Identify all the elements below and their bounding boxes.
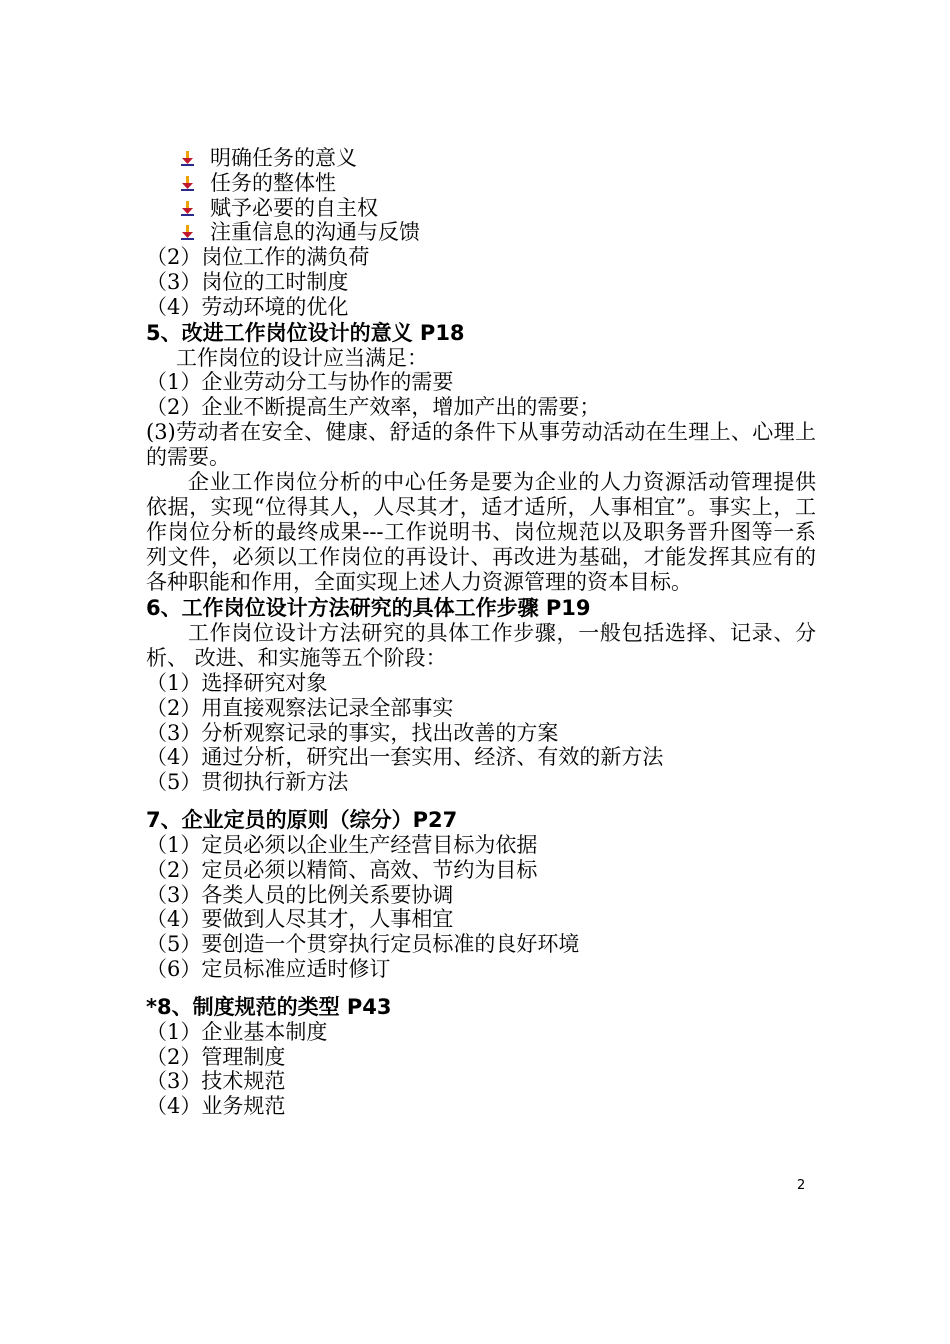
list-item: （2）岗位工作的满负荷 — [146, 245, 370, 270]
list-item: （5）要创造一个贯穿执行定员标准的良好环境 — [146, 932, 580, 957]
list-item: （2）用直接观察法记录全部事实 — [146, 695, 454, 720]
arrow-down-bullet-icon — [180, 198, 196, 214]
bullet-item — [146, 196, 816, 221]
body-paragraph: 企业工作岗位分析的中心任务是要为企业的人力资源活动管理提供依据，实现“位得其人，人尽其才，适才适所，人事相宜”。事实上，工作岗位分析的最终成果---工作说明书、岗位规范以及职务晋升图等一系列文件，必须以工作岗位的再设计、再改进为基础，才能发挥其应有的各种职能和作用，全面实现上述人力资源管理的资本目标。 — [146, 469, 816, 594]
bullet-list — [146, 146, 816, 245]
list-item: （1）定员必须以企业生产经营目标为依据 — [146, 832, 538, 857]
page-number: 2 — [797, 1178, 806, 1193]
section-heading-5: 5、改进工作岗位设计的意义 P18 — [146, 320, 465, 345]
list-item: （2）定员必须以精简、高效、节约为目标 — [146, 857, 538, 882]
list-item: （2）企业不断提高生产效率，增加产出的需要； — [146, 395, 601, 420]
list-item: （4）劳动环境的优化 — [146, 294, 349, 319]
arrow-down-bullet-icon — [180, 148, 196, 164]
body-paragraph: 工作岗位设计方法研究的具体工作步骤，一般包括选择、记录、分析、 改进、和实施等五个阶段： — [146, 620, 816, 670]
spacer — [146, 982, 816, 994]
list-item: （3）分析观察记录的事实，找出改善的方案 — [146, 720, 559, 745]
bullet-item — [146, 220, 816, 245]
bullet-text: 注重信息的沟通与反馈 — [210, 220, 420, 245]
bullet-text: 明确任务的意义 — [210, 146, 357, 170]
list-item: （3）岗位的工时制度 — [146, 269, 349, 294]
spacer — [146, 795, 816, 807]
list-item: （4）要做到人尽其才，人事相宜 — [146, 907, 454, 932]
section-heading-6: 6、工作岗位设计方法研究的具体工作步骤 P19 — [146, 595, 591, 620]
section-heading-8: *8、制度规范的类型 P43 — [146, 994, 392, 1019]
section-intro: 工作岗位的设计应当满足： — [176, 345, 428, 370]
list-item-paragraph: (3)劳动者在安全、健康、舒适的条件下从事劳动活动在生理上、心理上的需要。 — [146, 419, 816, 469]
bullet-item — [146, 171, 816, 196]
list-item: （4）业务规范 — [146, 1094, 286, 1119]
section-heading-7: 7、企业定员的原则（综分）P27 — [146, 807, 458, 832]
list-item: （3）各类人员的比例关系要协调 — [146, 882, 454, 907]
list-item: （1）企业劳动分工与协作的需要 — [146, 370, 454, 395]
arrow-down-bullet-icon — [180, 222, 196, 238]
list-item: （5）贯彻执行新方法 — [146, 770, 349, 795]
arrow-down-bullet-icon — [180, 173, 196, 189]
bullet-item — [146, 146, 816, 171]
list-item: （1）选择研究对象 — [146, 670, 328, 695]
list-item: （4）通过分析，研究出一套实用、经济、有效的新方法 — [146, 745, 664, 770]
list-item: （2）管理制度 — [146, 1044, 286, 1069]
page-content — [146, 146, 816, 1119]
bullet-text: 任务的整体性 — [210, 170, 336, 195]
list-item: （1）企业基本制度 — [146, 1019, 328, 1044]
list-item: （3）技术规范 — [146, 1069, 286, 1094]
bullet-text: 赋予必要的自主权 — [210, 195, 378, 220]
list-item: （6）定员标准应适时修订 — [146, 956, 391, 981]
